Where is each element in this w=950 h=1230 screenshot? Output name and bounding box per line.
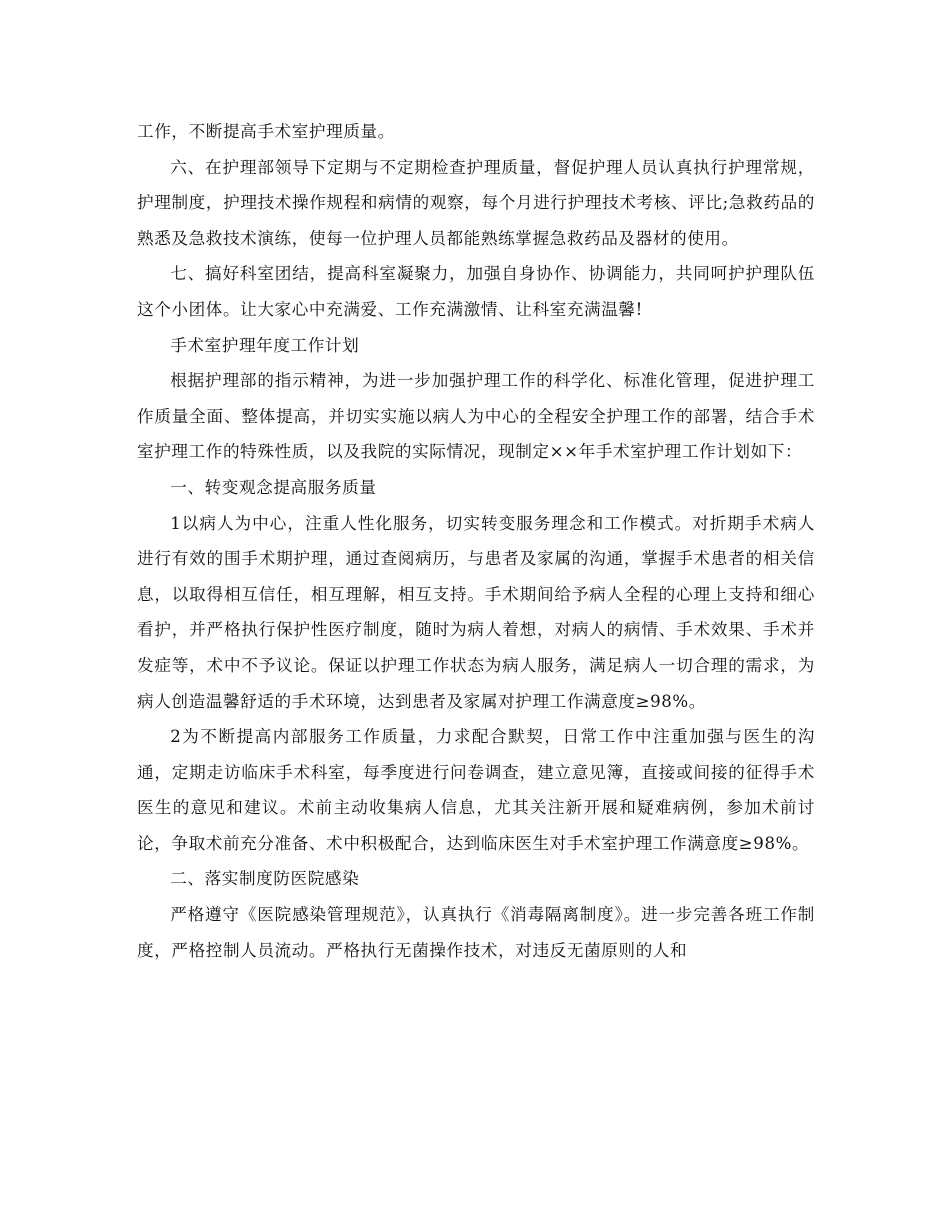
heading-section-two: 二、落实制度防医院感染 bbox=[170, 869, 360, 889]
document-body bbox=[137, 114, 815, 968]
paragraph-point-one: 1以病人为中心，注重人性化服务，切实转变服务理念和工作模式。对折期手术病人进行有效的围手术期护理，通过查阅病历，与患者及家属的沟通，掌握手术患者的相关信息，以取得相互信任，相互理解，相互支持。手术期间给予病人全程的心理上支持和细心看护，并严格执行保护性医疗制度，随时为病人着想，对病人的病情、手术效果、手术并发症等，术中不予议论。保证以护理工作状态为病人服务，满足病人一切合理的需求，为病人创造温馨舒适的手术环境，达到患者及家属对护理工作满意度≥98%。 bbox=[137, 513, 815, 711]
paragraph-intro: 根据护理部的指示精神，为进一步加强护理工作的科学化、标准化管理，促进护理工作质量全面、整体提高，并切实实施以病人为中心的全程安全护理工作的部署，结合手术室护理工作的特殊性质，以及我院的实际情况，现制定××年手术室护理工作计划如下： bbox=[137, 371, 815, 462]
heading-section-one: 一、转变观念提高服务质量 bbox=[170, 477, 377, 497]
paragraph-item-seven: 七、搞好科室团结，提高科室凝聚力，加强自身协作、协调能力，共同呵护护理队伍这个小团体。让大家心中充满爱、工作充满激情、让科室充满温馨! bbox=[137, 264, 815, 319]
section-title: 手术室护理年度工作计划 bbox=[170, 335, 360, 355]
paragraph-item-six: 六、在护理部领导下定期与不定期检查护理质量，督促护理人员认真执行护理常规，护理制度，护理技术操作规程和病情的观察，每个月进行护理技术考核、评比;急救药品的熟悉及急救技术演练，使每一位护理人员都能熟练掌握急救药品及器材的使用。 bbox=[137, 157, 815, 248]
paragraph-point-two: 2为不断提高内部服务工作质量，力求配合默契，日常工作中注重加强与医生的沟通，定期走访临床手术科室，每季度进行问卷调查，建立意见簿，直接或间接的征得手术医生的意见和建议。术前主动收集病人信息，尤其关注新开展和疑难病例，参加术前讨论，争取术前充分准备、术中积极配合，达到临床医生对手术室护理工作满意度≥98%。 bbox=[137, 727, 815, 853]
paragraph-continuation: 工作，不断提高手术室护理质量。 bbox=[137, 122, 395, 141]
paragraph-infection-control: 严格遵守《医院感染管理规范》，认真执行《消毒隔离制度》。进一步完善各班工作制度，严格控制人员流动。严格执行无菌操作技术，对违反无菌原则的人和 bbox=[137, 905, 815, 960]
